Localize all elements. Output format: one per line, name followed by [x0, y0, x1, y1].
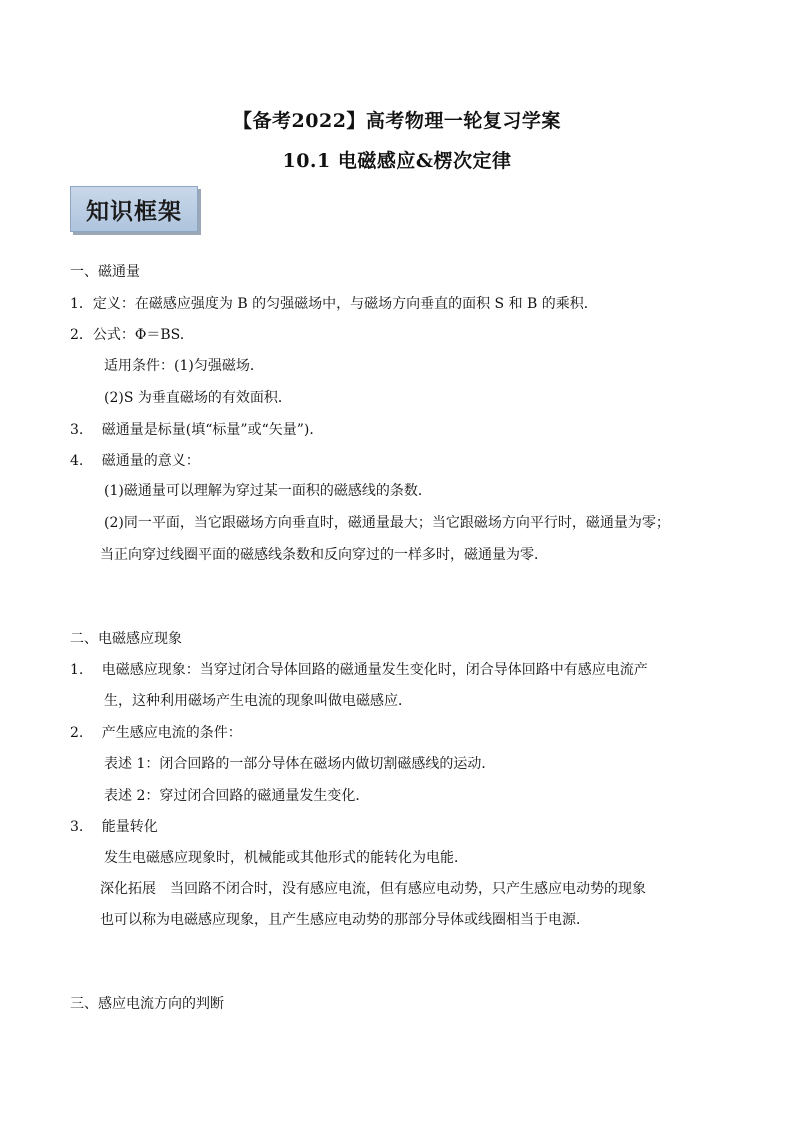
text-line: 适用条件：(1)匀强磁场．	[104, 358, 264, 374]
text-line: (2)S 为垂直磁场的有效面积．	[104, 390, 292, 406]
text-line: 3. 磁通量是标量(填“标量”或“矢量”)．	[70, 422, 324, 438]
document-subtitle: 10.1 电磁感应&楞次定律	[282, 150, 512, 172]
text-line: 生，这种利用磁场产生电流的现象叫做电磁感应．	[104, 693, 412, 709]
text-line: 1．定义：在磁感应强度为 B 的匀强磁场中，与磁场方向垂直的面积 S 和 B 的乘积．	[70, 296, 598, 312]
text-line: 深化拓展 当回路不闭合时，没有感应电流，但有感应电动势，只产生感应电动势的现象	[100, 881, 646, 897]
text-line: 发生电磁感应现象时，机械能或其他形式的能转化为电能．	[104, 850, 468, 866]
text-line: 2．公式：Φ＝BS.	[70, 327, 185, 343]
section-heading-current-direction: 三、感应电流方向的判断	[70, 996, 224, 1012]
text-line: 也可以称为电磁感应现象，且产生感应电动势的那部分导体或线圈相当于电源．	[100, 912, 590, 928]
text-line: 1. 电磁感应现象：当穿过闭合导体回路的磁通量发生变化时，闭合导体回路中有感应电流产	[70, 662, 648, 678]
section-heading-induction: 二、电磁感应现象	[70, 631, 182, 647]
text-line: 表述 1：闭合回路的一部分导体在磁场内做切割磁感线的运动．	[104, 756, 496, 772]
text-line: 表述 2：穿过闭合回路的磁通量发生变化．	[104, 788, 370, 804]
section-banner	[70, 186, 198, 232]
document-title: 【备考2022】高考物理一轮复习学案	[233, 110, 561, 132]
text-line: (2)同一平面，当它跟磁场方向垂直时，磁通量最大；当它跟磁场方向平行时，磁通量为零；	[104, 515, 670, 531]
section-heading-magnetic-flux: 一、磁通量	[70, 264, 140, 280]
section-banner-label: 知识框架	[86, 198, 182, 225]
text-line: 2. 产生感应电流的条件：	[70, 725, 242, 741]
text-line: 3. 能量转化	[70, 819, 158, 835]
text-line: 4. 磁通量的意义：	[70, 453, 200, 469]
text-line: (1)磁通量可以理解为穿过某一面积的磁感线的条数．	[104, 483, 432, 499]
text-line: 当正向穿过线圈平面的磁感线条数和反向穿过的一样多时，磁通量为零．	[100, 547, 548, 563]
